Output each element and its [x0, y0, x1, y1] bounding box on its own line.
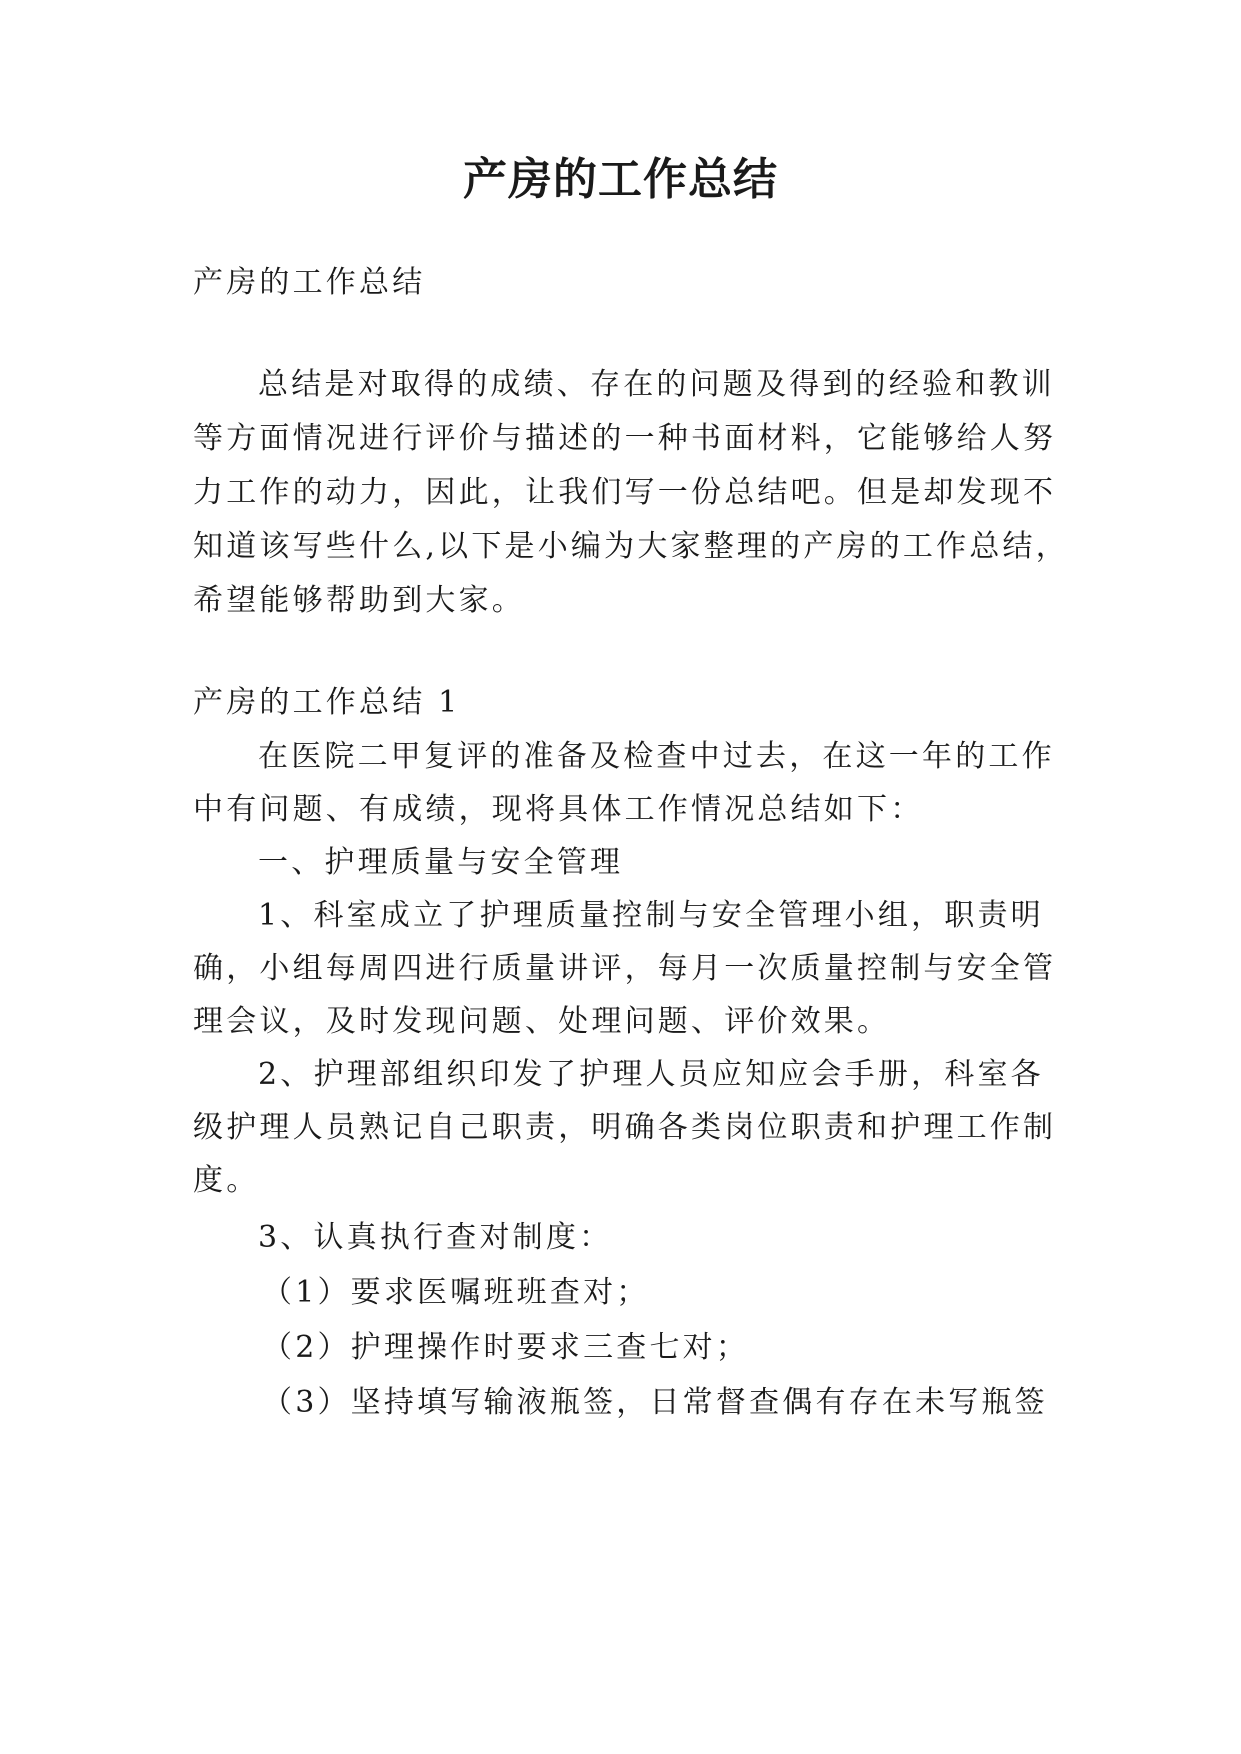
body-line: 理会议，及时发现问题、处理问题、评价效果。 [193, 1004, 891, 1039]
body-line: （3）坚持填写输液瓶签，日常督查偶有存在未写瓶签 [262, 1385, 1048, 1420]
body-line: 3、认真执行查对制度： [258, 1220, 613, 1255]
intro-line: 力工作的动力，因此，让我们写一份总结吧。但是却发现不 [193, 475, 1057, 510]
intro-line: 希望能够帮助到大家。 [193, 583, 525, 618]
body-line: 2、护理部组织印发了护理人员应知应会手册，科室各 [258, 1057, 1044, 1092]
document-subtitle: 产房的工作总结 [193, 265, 426, 300]
body-line: 一、护理质量与安全管理 [258, 845, 624, 880]
intro-line: 总结是对取得的成绩、存在的问题及得到的经验和教训 [258, 367, 1055, 402]
body-line: 度。 [193, 1163, 260, 1198]
body-line: 级护理人员熟记自己职责，明确各类岗位职责和护理工作制 [193, 1110, 1057, 1145]
body-line: （1）要求医嘱班班查对； [262, 1275, 650, 1310]
body-line: 在医院二甲复评的准备及检查中过去，在这一年的工作 [258, 739, 1055, 774]
body-line: 1、科室成立了护理质量控制与安全管理小组，职责明 [258, 898, 1044, 933]
intro-line: 知道该写些什么,以下是小编为大家整理的产房的工作总结， [193, 529, 1069, 564]
document-title: 产房的工作总结 [463, 154, 778, 205]
section-heading: 产房的工作总结 1 [193, 685, 461, 720]
body-line: （2）护理操作时要求三查七对； [262, 1330, 750, 1365]
intro-line: 等方面情况进行评价与描述的一种书面材料，它能够给人努 [193, 421, 1057, 456]
body-line: 确，小组每周四进行质量讲评，每月一次质量控制与安全管 [193, 951, 1057, 986]
body-line: 中有问题、有成绩，现将具体工作情况总结如下： [193, 792, 924, 827]
